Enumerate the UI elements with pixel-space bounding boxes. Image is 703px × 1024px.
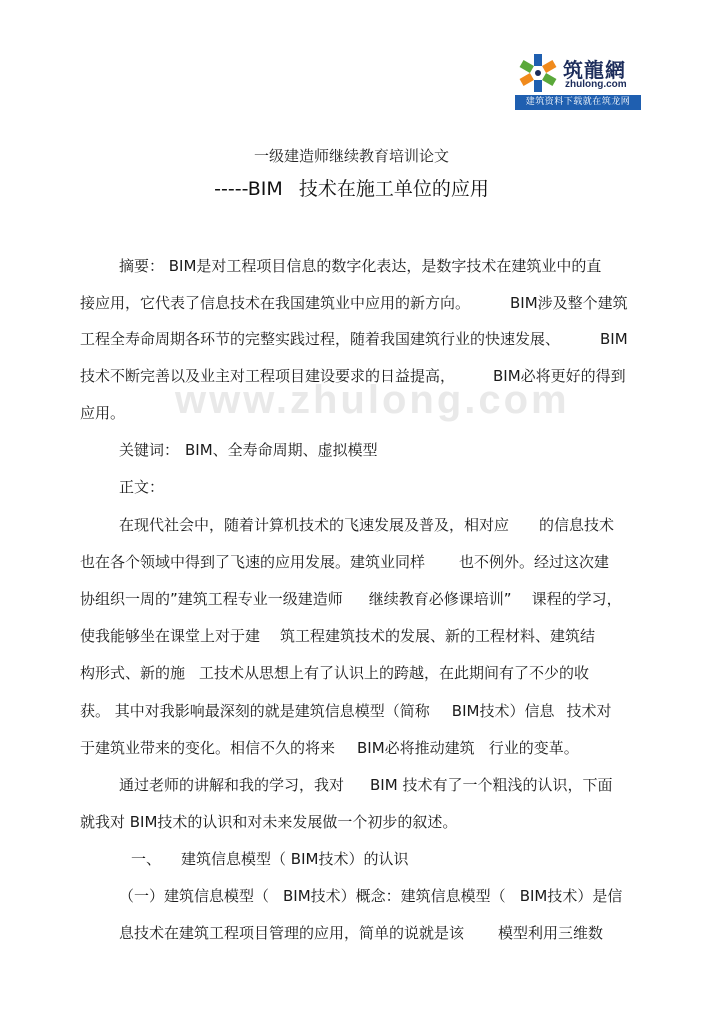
para-line (80, 551, 609, 572)
abstract-text: 工程全寿命周期各环节的完整实践过程，随着我国建筑行业的快速发展、 (80, 330, 561, 348)
para-line (80, 625, 595, 646)
abstract-text: 接应用，它代表了信息技术在我国建筑业中应用的新方向。 (80, 294, 471, 312)
section-heading (131, 848, 408, 869)
para-text: 也在各个领域中得到了飞速的应用发展。建筑业同样 (80, 553, 426, 571)
abstract-text: BIM (600, 330, 628, 348)
para-line: 就我对 BIM技术的认识和对未来发展做一个初步的叙述。 (80, 813, 458, 831)
abstract-line: 应用。 (80, 404, 126, 422)
keywords-line (119, 439, 378, 460)
para-line (119, 885, 622, 906)
abstract-line: 摘要： BIM是对工程项目信息的数字化表达，是数字技术在建筑业中的直 (119, 257, 602, 275)
para-text: 技术对 (566, 702, 612, 720)
body-label: 正文： (119, 478, 165, 496)
para-text: BIM技术）信息 (451, 702, 555, 720)
keywords-text: BIM、全寿命周期、虚拟模型 (185, 441, 378, 459)
para-text: 息技术在建筑工程项目管理的应用，简单的说就是该 (119, 924, 465, 942)
para-text: 也不例外。经过这次建 (459, 553, 610, 571)
logo-slogan: 建筑资料下载就在筑龙网 (515, 95, 641, 110)
abstract-text: 技术不断完善以及业主对工程项目建设要求的日益提高， (80, 367, 456, 385)
para-line (80, 737, 579, 758)
abstract-line (80, 365, 626, 386)
para-line (80, 588, 622, 609)
keywords-label: 关键词： (119, 441, 180, 459)
para-line (80, 662, 589, 683)
para-text: 使我能够坐在课堂上对于建 (80, 627, 261, 645)
para-line (119, 922, 603, 943)
para-text: 模型利用三维数 (498, 924, 604, 942)
abstract-text: BIM必将更好的得到 (493, 367, 626, 385)
para-line (80, 700, 611, 721)
para-text: 通过老师的讲解和我的学习，我对 (119, 776, 345, 794)
para-text: 的信息技术 (539, 516, 615, 534)
para-text: 工技术从思想上有了认识上的跨越，在此期间有了不少的收 (199, 664, 590, 682)
para-text: 构形式、新的施 (80, 664, 186, 682)
doc-title (0, 174, 703, 201)
para-line (119, 514, 614, 535)
zhulong-logo (515, 50, 643, 112)
section-title: 建筑信息模型（ BIM技术）的认识 (181, 850, 409, 868)
logo-domain: zhulong.com (565, 79, 627, 90)
snowflake-logo-icon (517, 52, 559, 94)
para-text: 于建筑业带来的变化。相信不久的将来 (80, 739, 336, 757)
para-line (119, 774, 612, 795)
para-text: BIM必将推动建筑 (357, 739, 475, 757)
abstract-text: BIM涉及整个建筑 (510, 294, 628, 312)
doc-title-rest: 技术在施工单位的应用 (298, 178, 489, 200)
para-text: 获。 其中对我影响最深刻的就是建筑信息模型（简称 (80, 702, 430, 720)
section-number: 一、 (131, 850, 162, 868)
para-text: 课程的学习， (531, 590, 622, 608)
para-text: （一）建筑信息模型（ (119, 887, 270, 905)
logo-name-cn: 筑龍網 (563, 58, 626, 82)
para-text: BIM技术）是信 (519, 887, 623, 905)
doc-subtitle: 一级建造师继续教育培训论文 (253, 147, 449, 165)
para-text: 协组织一周的”建筑工程专业一级建造师 (80, 590, 343, 608)
abstract-line (80, 328, 628, 349)
para-text: 行业的变革。 (488, 739, 579, 757)
para-text: 筑工程建筑技术的发展、新的工程材料、建筑结 (280, 627, 596, 645)
abstract-line (80, 292, 628, 313)
para-text: 在现代社会中，随着计算机技术的飞速发展及普及，相对应 (119, 516, 510, 534)
watermark: www.zhulong.com (175, 378, 570, 422)
para-text: BIM 技术有了一个粗浅的认识，下面 (370, 776, 613, 794)
para-text: 继续教育必修课培训” (368, 590, 512, 608)
doc-title-prefix: -----BIM (214, 178, 283, 200)
para-text: BIM技术）概念：建筑信息模型（ (283, 887, 506, 905)
